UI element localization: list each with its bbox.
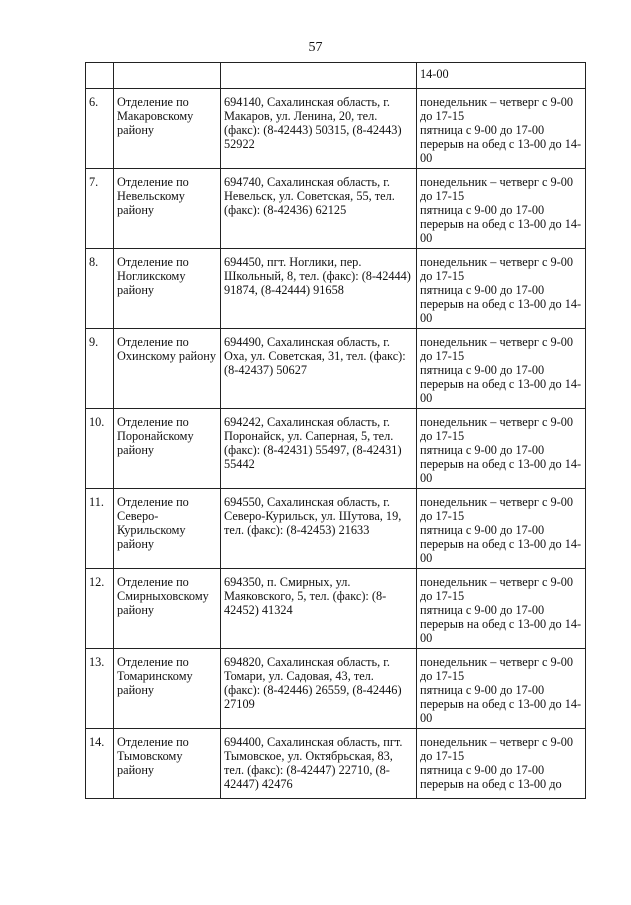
cell-hours: [417, 329, 586, 409]
cell-address: 694242, Сахалинская область, г. Поронайск, ул. Саперная, 5, тел. (факс): (8-42431) 55497, (8-42431) 55442: [221, 409, 417, 489]
table-row: [86, 249, 586, 329]
hours-line: пятница с 9-00 до 17-00: [420, 443, 545, 457]
cell-hours: [417, 569, 586, 649]
table-row: [86, 169, 586, 249]
cell-number: 11.: [86, 489, 114, 569]
cell-department: Отделение по Томаринскому району: [114, 649, 221, 729]
cell-hours: [417, 489, 586, 569]
cell-number: 8.: [86, 249, 114, 329]
hours-line: перерыв на обед с 13-00 до 14-00: [420, 457, 582, 485]
cell-hours: [417, 249, 586, 329]
cell-number: 6.: [86, 89, 114, 169]
cell-department: Отделение по Смирныховскому району: [114, 569, 221, 649]
cell-hours: [417, 89, 586, 169]
hours-line: пятница с 9-00 до 17-00: [420, 283, 545, 297]
hours-line: пятница с 9-00 до 17-00: [420, 763, 545, 777]
cell-number: 7.: [86, 169, 114, 249]
hours-line: пятница с 9-00 до 17-00: [420, 523, 545, 537]
table-row: [86, 329, 586, 409]
hours-line: перерыв на обед с 13-00 до 14-00: [420, 377, 582, 405]
hours-line: перерыв на обед с 13-00 до 14-00: [420, 217, 582, 245]
cell-address: 694490, Сахалинская область, г. Оха, ул. Советская, 31, тел. (факс): (8-42437) 50627: [221, 329, 417, 409]
hours-line: пятница с 9-00 до 17-00: [420, 123, 545, 137]
hours-line: понедельник – четверг с 9-00 до 17-15: [420, 415, 574, 443]
cell-department: Отделение по Невельскому району: [114, 169, 221, 249]
cell-number: 9.: [86, 329, 114, 409]
cell-address: 694740, Сахалинская область, г. Невельск, ул. Советская, 55, тел. (факс): (8-42436) 62125: [221, 169, 417, 249]
cell-address: 694400, Сахалинская область, пгт. Тымовское, ул. Октябрьская, 83, тел. (факс): (8-42447) 22710, (8-42447) 42476: [221, 729, 417, 799]
table-row: [86, 409, 586, 489]
cell-hours: [417, 409, 586, 489]
table-row-continuation: [86, 63, 586, 89]
page-number: 57: [308, 40, 323, 55]
cell-hours: 14-00: [417, 63, 586, 89]
hours-line: пятница с 9-00 до 17-00: [420, 363, 545, 377]
hours-line: понедельник – четверг с 9-00 до 17-15: [420, 495, 574, 523]
hours-line: понедельник – четверг с 9-00 до 17-15: [420, 255, 574, 283]
table-row: [86, 649, 586, 729]
hours-line: понедельник – четверг с 9-00 до 17-15: [420, 95, 574, 123]
cell-number: 14.: [86, 729, 114, 799]
table-body: [86, 63, 586, 799]
cell-number: 13.: [86, 649, 114, 729]
hours-line: перерыв на обед с 13-00 до 14-00: [420, 537, 582, 565]
cell-address: 694820, Сахалинская область, г. Томари, ул. Садовая, 43, тел. (факс): (8-42446) 26559, (8-42446) 27109: [221, 649, 417, 729]
hours-line: понедельник – четверг с 9-00 до 17-15: [420, 175, 574, 203]
table-row: [86, 89, 586, 169]
hours-line: понедельник – четверг с 9-00 до 17-15: [420, 335, 574, 363]
hours-line: понедельник – четверг с 9-00 до 17-15: [420, 575, 574, 603]
cell-address: 694550, Сахалинская область, г. Северо-Курильск, ул. Шутова, 19, тел. (факс): (8-42453) 21633: [221, 489, 417, 569]
table-row: [86, 729, 586, 799]
hours-line: пятница с 9-00 до 17-00: [420, 603, 545, 617]
cell-department: Отделение по Северо-Курильскому району: [114, 489, 221, 569]
hours-line: пятница с 9-00 до 17-00: [420, 683, 545, 697]
cell-hours: [417, 649, 586, 729]
hours-line: понедельник – четверг с 9-00 до 17-15: [420, 735, 574, 763]
cell-hours: [417, 729, 586, 799]
table-row: [86, 569, 586, 649]
cell-number: 12.: [86, 569, 114, 649]
hours-line: перерыв на обед с 13-00 до 14-00: [420, 137, 582, 165]
hours-line: перерыв на обед с 13-00 до 14-00: [420, 297, 582, 325]
cell-number: 10.: [86, 409, 114, 489]
table-row: [86, 489, 586, 569]
cell-department: Отделение по Ногликскому району: [114, 249, 221, 329]
departments-table: [85, 62, 586, 799]
cell-department: Отделение по Охинскому району: [114, 329, 221, 409]
hours-line: перерыв на обед с 13-00 до: [420, 777, 562, 791]
cell-hours: [417, 169, 586, 249]
cell-number: [86, 63, 114, 89]
cell-address: [221, 63, 417, 89]
cell-department: Отделение по Макаровскому району: [114, 89, 221, 169]
hours-line: понедельник – четверг с 9-00 до 17-15: [420, 655, 574, 683]
cell-address: 694450, пгт. Ноглики, пер. Школьный, 8, тел. (факс): (8-42444) 91874, (8-42444) 91658: [221, 249, 417, 329]
cell-department: [114, 63, 221, 89]
cell-address: 694140, Сахалинская область, г. Макаров, ул. Ленина, 20, тел. (факс): (8-42443) 50315, (8-42443) 52922: [221, 89, 417, 169]
hours-line: перерыв на обед с 13-00 до 14-00: [420, 697, 582, 725]
hours-line: перерыв на обед с 13-00 до 14-00: [420, 617, 582, 645]
cell-department: Отделение по Тымовскому району: [114, 729, 221, 799]
cell-address: 694350, п. Смирных, ул. Маяковского, 5, тел. (факс): (8-42452) 41324: [221, 569, 417, 649]
hours-line: пятница с 9-00 до 17-00: [420, 203, 545, 217]
cell-department: Отделение по Поронайскому району: [114, 409, 221, 489]
